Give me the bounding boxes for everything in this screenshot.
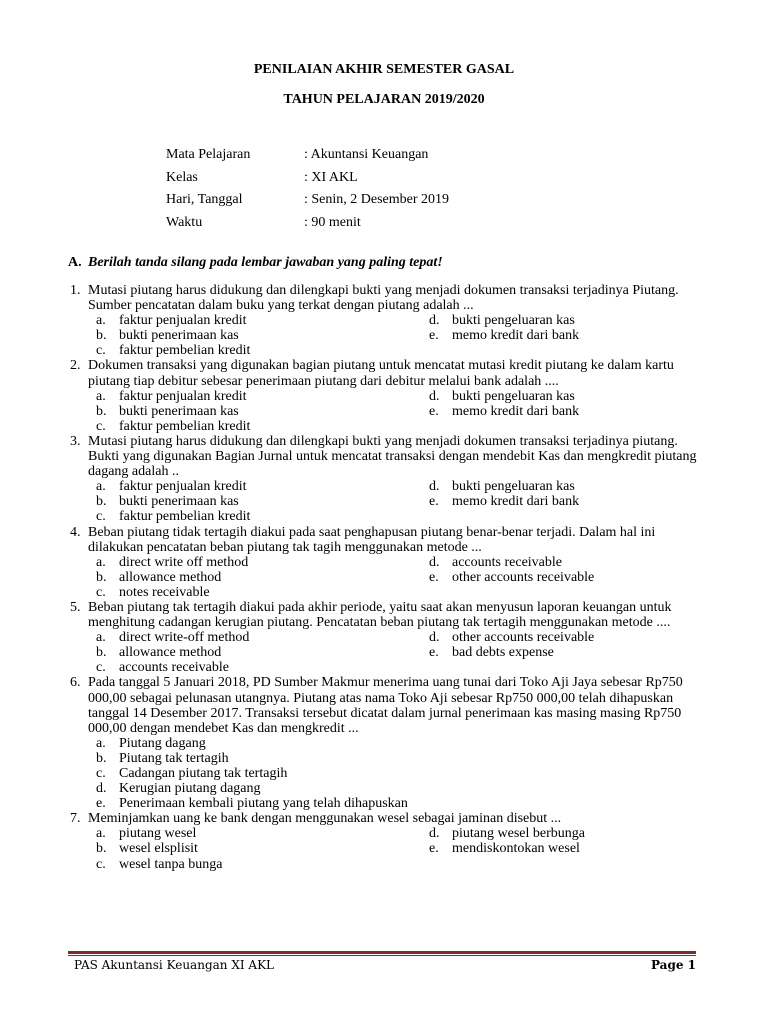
answer-option xyxy=(96,509,429,524)
footer-divider-thin xyxy=(68,955,696,956)
option-letter: b. xyxy=(96,645,107,661)
question-text xyxy=(70,600,710,630)
option-letter: d. xyxy=(96,781,107,797)
option-text: notes receivable xyxy=(119,584,210,600)
answer-option xyxy=(96,479,429,494)
question-text xyxy=(70,434,710,479)
option-text: bukti pengeluaran kas xyxy=(452,388,575,404)
question-body: Beban piutang tidak tertagih diakui pada saat penghapusan piutang benar-benar terjadi. Dalam hal ini dilakukan pencatatan beban piutang tak tagih menggunakan metode ... xyxy=(88,524,656,555)
question-item xyxy=(70,525,710,600)
answer-option xyxy=(96,857,429,872)
answer-option xyxy=(96,419,429,434)
question-number: 7. xyxy=(70,811,81,827)
option-letter: b. xyxy=(96,841,107,857)
answer-option xyxy=(96,343,429,358)
option-letter: e. xyxy=(429,569,439,585)
page-number: Page 1 xyxy=(650,958,696,972)
answer-option xyxy=(96,328,429,343)
info-row xyxy=(166,146,449,169)
question-item xyxy=(70,600,710,675)
question-number: 4. xyxy=(70,524,81,540)
option-letter: b. xyxy=(96,328,107,344)
question-number: 5. xyxy=(70,599,81,615)
info-row xyxy=(166,214,449,237)
answer-options xyxy=(96,736,710,811)
answer-option xyxy=(429,630,729,645)
answer-option xyxy=(96,826,429,841)
option-letter: e. xyxy=(96,796,106,812)
option-text: memo kredit dari bank xyxy=(452,328,580,344)
question-text xyxy=(70,283,710,313)
question-body: Mutasi piutang harus didukung dan dilengkapi bukti yang menjadi dokumen transaksi terjadinya piutang. Bukti yang digunakan Bagian Jurnal untuk mencatat transaksi dengan mendebit Kas dan mengkredit piutang dagang adalah .. xyxy=(88,433,697,480)
section-heading xyxy=(68,255,443,271)
answer-option xyxy=(429,479,729,494)
option-text: memo kredit dari bank xyxy=(452,403,580,419)
option-text: Penerimaan kembali piutang yang telah dihapuskan xyxy=(119,796,408,812)
option-letter: c. xyxy=(96,343,106,359)
answer-option xyxy=(429,841,729,856)
question-list xyxy=(70,283,710,872)
answer-option xyxy=(429,328,729,343)
info-value: : 90 menit xyxy=(304,214,361,230)
option-letter: b. xyxy=(96,403,107,419)
info-value: : Akuntansi Keuangan xyxy=(304,147,429,162)
option-text: piutang wesel berbunga xyxy=(452,826,585,842)
answer-option xyxy=(96,389,429,404)
answer-option xyxy=(96,494,429,509)
option-letter: c. xyxy=(96,856,106,872)
question-body: Pada tanggal 5 Januari 2018, PD Sumber Makmur menerima uang tunai dari Toko Aji Jaya sebesar Rp750 000,00 sebagai pelunasan utangnya. Piutang atas nama Toko Aji sebesar Rp750 000,00 telah dihapuskan tanggal 14 Desember 2017. Transaksi tersebut dicatat dalam jurnal penerimaan kas masing masing Rp750 000,00 dengan mendebet Kas dan mengkredit ... xyxy=(88,675,683,736)
question-item xyxy=(70,434,710,525)
option-text: wesel tanpa bunga xyxy=(119,856,223,872)
option-text: other accounts receivable xyxy=(452,630,595,646)
question-body: Mutasi piutang harus didukung dan dilengkapi bukti yang menjadi dokumen transaksi terjadinya Piutang. Sumber pencatatan dalam buku yang terkat dengan piutang adalah ... xyxy=(88,283,679,314)
option-text: Piutang tak tertagih xyxy=(119,750,229,766)
info-row xyxy=(166,191,449,214)
option-text: Cadangan piutang tak tertagih xyxy=(119,766,288,781)
exam-info-block xyxy=(166,146,449,236)
answer-option xyxy=(429,570,729,585)
section-letter: A. xyxy=(68,255,82,270)
option-letter: d. xyxy=(429,479,440,495)
option-letter: b. xyxy=(96,494,107,510)
answer-option xyxy=(429,404,729,419)
answer-option xyxy=(96,796,696,811)
option-letter: d. xyxy=(429,554,440,570)
answer-option xyxy=(96,751,696,766)
answer-option xyxy=(96,660,429,675)
option-letter: e. xyxy=(429,403,439,419)
option-text: bukti pengeluaran kas xyxy=(452,313,575,329)
option-letter: a. xyxy=(96,630,106,646)
question-number: 2. xyxy=(70,358,81,374)
info-label: Waktu xyxy=(166,214,203,230)
question-item xyxy=(70,675,710,811)
option-text: allowance method xyxy=(119,569,222,585)
option-text: accounts receivable xyxy=(119,660,229,676)
option-letter: a. xyxy=(96,479,106,495)
option-letter: d. xyxy=(429,826,440,842)
option-letter: b. xyxy=(96,569,107,585)
option-letter: d. xyxy=(429,313,440,329)
option-text: bukti pengeluaran kas xyxy=(452,479,575,495)
answer-options xyxy=(96,313,710,358)
option-text: Kerugian piutang dagang xyxy=(119,781,261,797)
question-text xyxy=(70,358,710,388)
answer-option xyxy=(429,313,729,328)
option-letter: e. xyxy=(429,841,439,857)
section-instruction: Berilah tanda silang pada lembar jawaban yang paling tepat! xyxy=(88,255,443,270)
option-letter: a. xyxy=(96,735,106,751)
answer-options xyxy=(96,389,710,434)
option-letter: e. xyxy=(429,328,439,344)
answer-option xyxy=(96,313,429,328)
option-letter: e. xyxy=(429,645,439,661)
answer-option xyxy=(96,736,696,751)
question-body: Meminjamkan uang ke bank dengan menggunakan wesel sebagai jaminan disebut ... xyxy=(88,811,562,827)
option-text: faktur pembelian kredit xyxy=(119,343,251,359)
question-body: Dokumen transaksi yang digunakan bagian piutang untuk mencatat mutasi kredit piutang ke dalam kartu piutang tiap debitur sebesar penerimaan piutang dari debitur melalui bank adalah .... xyxy=(88,358,674,389)
answer-option xyxy=(429,555,729,570)
answer-options xyxy=(96,479,710,524)
option-text: memo kredit dari bank xyxy=(452,494,580,510)
answer-option xyxy=(429,826,729,841)
option-letter: c. xyxy=(96,766,106,781)
option-text: Piutang dagang xyxy=(119,735,206,751)
option-letter: a. xyxy=(96,826,106,842)
answer-options xyxy=(96,555,710,600)
option-text: bukti penerimaan kas xyxy=(119,328,239,344)
footer-label: PAS Akuntansi Keuangan XI AKL xyxy=(74,958,275,972)
option-letter: a. xyxy=(96,313,106,329)
answer-options xyxy=(96,630,710,675)
option-text: bad debts expense xyxy=(452,645,554,661)
option-text: faktur pembelian kredit xyxy=(119,418,251,434)
question-item xyxy=(70,358,710,433)
answer-option xyxy=(96,645,429,660)
option-letter: d. xyxy=(429,630,440,646)
answer-option xyxy=(96,766,696,781)
option-text: mendiskontokan wesel xyxy=(452,841,580,857)
question-text xyxy=(70,525,710,555)
question-body: Beban piutang tak tertagih diakui pada akhir periode, yaitu saat akan menyusun laporan keuangan untuk menghitung cadangan kerugian piutang. Pencatatan beban piutang tak tertagih menggunakan metode .... xyxy=(88,599,672,631)
option-text: allowance method xyxy=(119,645,222,661)
page-footer xyxy=(74,958,696,972)
question-number: 3. xyxy=(70,433,81,449)
exam-title: PENILAIAN AKHIR SEMESTER GASAL xyxy=(253,62,515,77)
option-text: faktur penjualan kredit xyxy=(119,388,247,404)
option-text: accounts receivable xyxy=(452,554,562,570)
answer-option xyxy=(96,555,429,570)
answer-option xyxy=(96,585,429,600)
info-value: : XI AKL xyxy=(304,169,358,185)
answer-option xyxy=(96,841,429,856)
question-item xyxy=(70,283,710,358)
answer-option xyxy=(429,494,729,509)
option-text: faktur penjualan kredit xyxy=(119,313,247,329)
question-number: 1. xyxy=(70,283,81,298)
answer-option xyxy=(96,404,429,419)
option-letter: b. xyxy=(96,750,107,766)
option-letter: c. xyxy=(96,584,106,600)
option-letter: e. xyxy=(429,494,439,510)
option-text: faktur pembelian kredit xyxy=(119,509,251,525)
option-letter: d. xyxy=(429,388,440,404)
option-letter: a. xyxy=(96,554,106,570)
option-letter: c. xyxy=(96,418,106,434)
answer-option xyxy=(96,781,696,796)
option-text: wesel elsplisit xyxy=(119,841,198,857)
question-text xyxy=(70,811,710,826)
answer-option xyxy=(429,389,729,404)
academic-year-title: TAHUN PELAJARAN 2019/2020 xyxy=(283,92,485,107)
option-text: other accounts receivable xyxy=(452,569,595,585)
answer-options xyxy=(96,826,710,871)
option-letter: c. xyxy=(96,509,106,525)
answer-option xyxy=(96,630,429,645)
info-label: Kelas xyxy=(166,169,198,185)
option-text: direct write-off method xyxy=(119,630,250,646)
info-label: Mata Pelajaran xyxy=(166,147,251,162)
option-text: direct write off method xyxy=(119,554,249,570)
footer-divider xyxy=(68,951,696,954)
option-text: faktur penjualan kredit xyxy=(119,479,247,495)
option-text: bukti penerimaan kas xyxy=(119,494,239,510)
info-label: Hari, Tanggal xyxy=(166,192,243,207)
answer-option xyxy=(96,570,429,585)
option-letter: c. xyxy=(96,660,106,676)
question-item xyxy=(70,811,710,871)
question-number: 6. xyxy=(70,675,81,691)
answer-option xyxy=(429,645,729,660)
option-letter: a. xyxy=(96,388,106,404)
option-text: piutang wesel xyxy=(119,826,197,842)
question-text xyxy=(70,675,710,735)
info-row xyxy=(166,169,449,192)
option-text: bukti penerimaan kas xyxy=(119,403,239,419)
info-value: : Senin, 2 Desember 2019 xyxy=(304,192,450,207)
